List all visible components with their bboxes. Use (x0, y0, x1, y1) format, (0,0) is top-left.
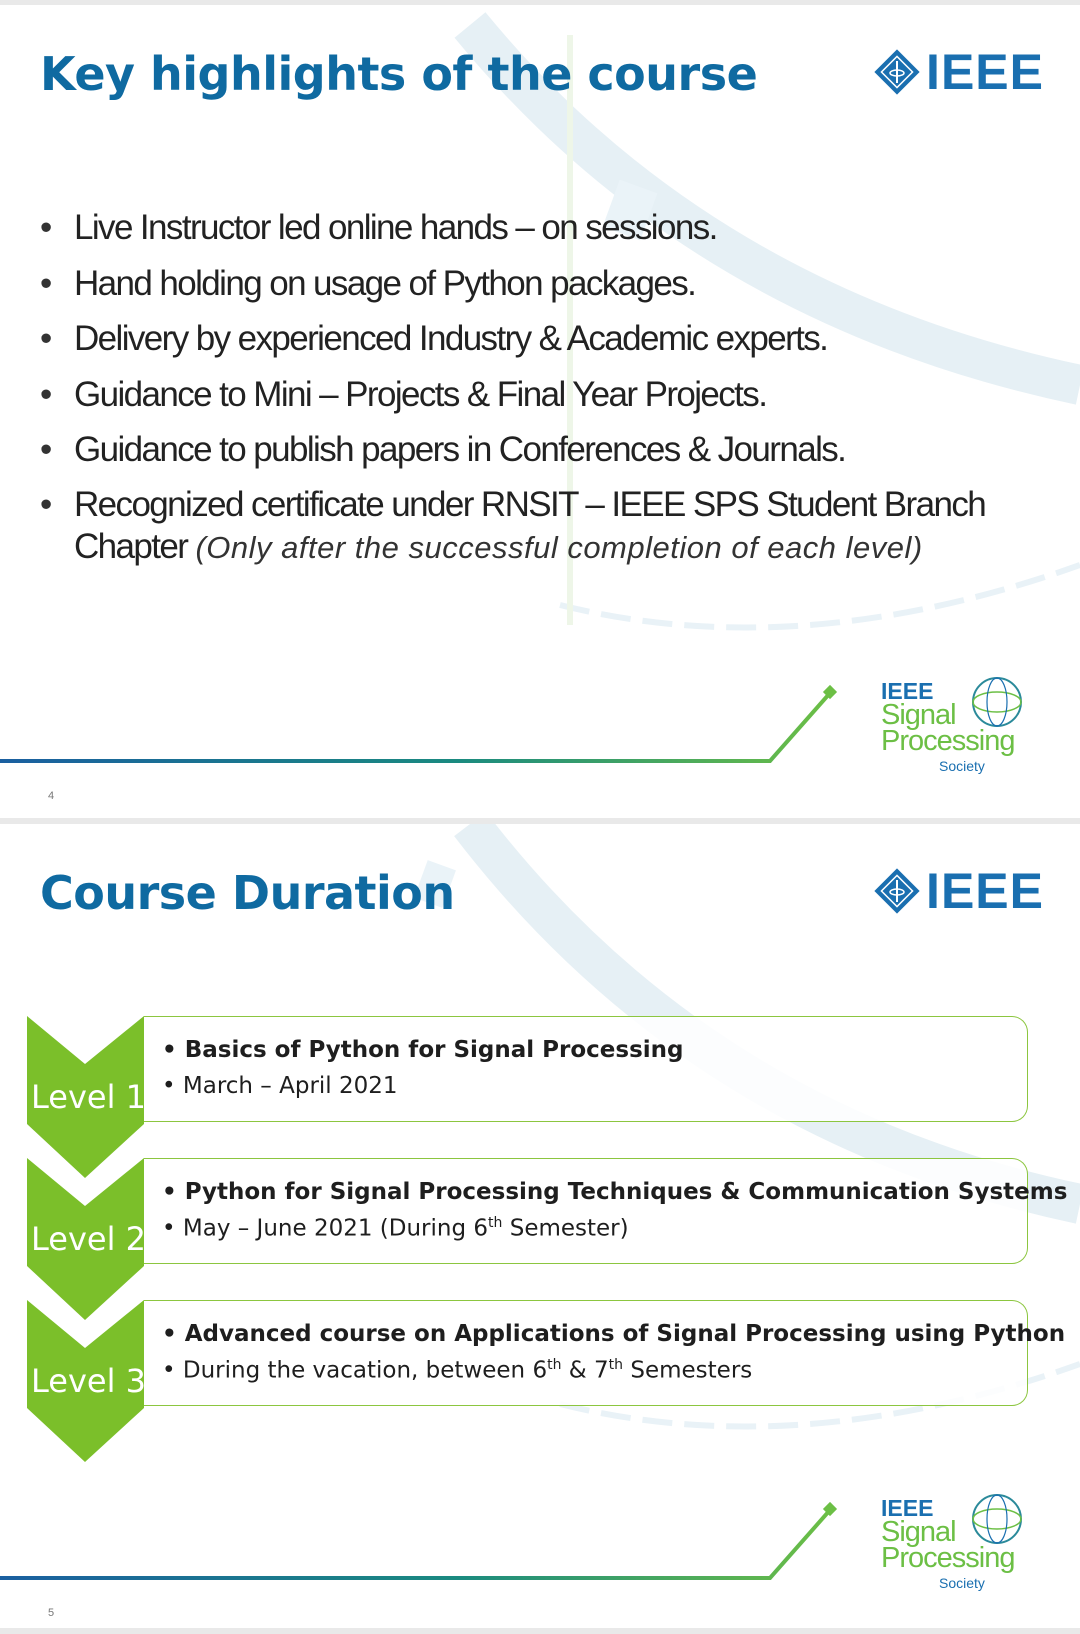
level-3-dates-part: & 7 (561, 1357, 609, 1384)
ieee-logo (872, 862, 1044, 920)
level-3-dates (162, 1357, 752, 1384)
completion-note: (Only after the successful completion of each level) (195, 529, 923, 565)
sps-logo-processing: Processing (881, 1542, 1015, 1574)
level-2-row (27, 1158, 1068, 1266)
sps-logo-ieee: IEEE (881, 678, 934, 704)
list-item: • Live Instructor led online hands – on sessions. (40, 200, 1060, 256)
level-1-topic: • Basics of Python for Signal Processing (162, 1037, 684, 1063)
ieee-logo (872, 43, 1044, 101)
level-2-box (144, 1158, 1068, 1264)
level-3-label: Level 3 (31, 1362, 146, 1400)
ieee-logo-text: IEEE (926, 863, 1044, 919)
globe-icon (967, 1489, 1027, 1549)
level-3-row (27, 1300, 1066, 1408)
footer-line (0, 693, 830, 761)
level-1-label: Level 1 (31, 1078, 146, 1116)
level-3-dates-part: Semesters (623, 1357, 753, 1384)
list-item: • Hand holding on usage of Python packages. (40, 256, 1060, 312)
list-item-text: Recognized certificate under RNSIT – IEEE SPS Student Branch Chapter (74, 484, 986, 566)
level-1-dates: • March – April 2021 (162, 1073, 398, 1099)
sps-logo-society: Society (939, 1575, 985, 1591)
level-3-dates-part: • During the vacation, between 6 (162, 1357, 548, 1384)
sps-logo-processing: Processing (881, 725, 1015, 757)
sps-logo (881, 1495, 1031, 1595)
ieee-diamond-icon (872, 866, 922, 916)
level-2-topic: • Python for Signal Processing Techniques & Communication Systems (162, 1179, 1068, 1205)
superscript: th (488, 1215, 503, 1231)
sps-logo-society: Society (939, 758, 985, 774)
level-2-label: Level 2 (31, 1220, 146, 1258)
slide-key-highlights (0, 5, 1080, 818)
list-item (40, 484, 1060, 569)
highlights-list (40, 200, 1060, 569)
footer-line (0, 1510, 830, 1578)
superscript: th (608, 1357, 624, 1373)
sps-logo (881, 678, 1031, 778)
slide-title: Key highlights of the course (40, 47, 758, 101)
sps-logo-ieee: IEEE (881, 1495, 934, 1521)
list-item: • Guidance to publish papers in Conferences & Journals. (40, 422, 1060, 478)
page-number: 4 (48, 790, 55, 802)
slide-title: Course Duration (40, 866, 455, 920)
list-item: • Delivery by experienced Industry & Academic experts. (40, 311, 1060, 367)
sps-logo-signal: Signal (881, 1516, 956, 1548)
slide-course-duration (0, 824, 1080, 1628)
level-2-dates (162, 1215, 629, 1242)
globe-icon (967, 672, 1027, 732)
ieee-logo-text: IEEE (926, 44, 1044, 100)
sps-logo-signal: Signal (881, 699, 956, 731)
level-3-box (144, 1300, 1066, 1406)
ieee-diamond-icon (872, 47, 922, 97)
list-item: • Guidance to Mini – Projects & Final Year Projects. (40, 367, 1060, 423)
level-2-dates-part: • May – June 2021 (During 6 (162, 1215, 489, 1242)
page-number: 5 (48, 1607, 55, 1619)
level-1-box (144, 1016, 1028, 1122)
superscript: th (547, 1357, 562, 1373)
level-2-dates-part: Semester) (502, 1215, 629, 1242)
level-1-row (27, 1016, 1031, 1124)
level-3-topic: • Advanced course on Applications of Signal Processing using Python (162, 1321, 1066, 1347)
